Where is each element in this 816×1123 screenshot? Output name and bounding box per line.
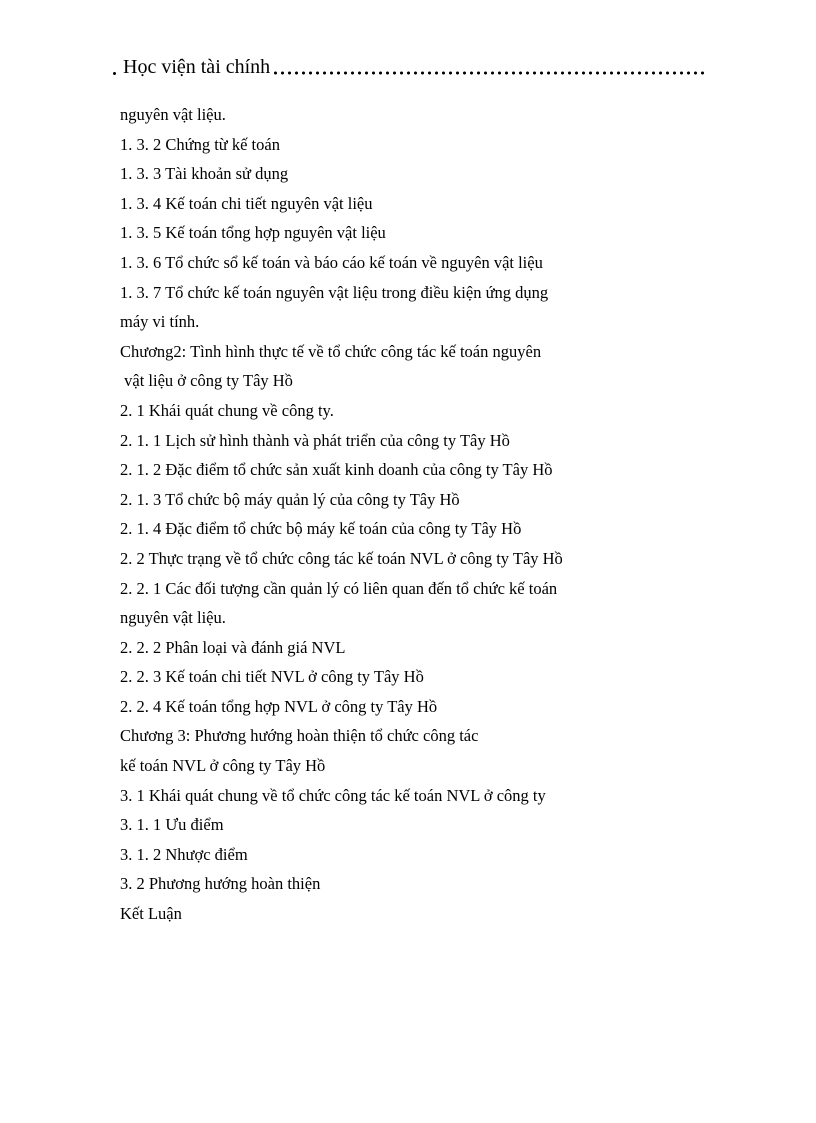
toc-line: 2. 2. 1 Các đối tượng cần quản lý có liên quan đến tổ chức kế toán — [120, 578, 558, 598]
toc-line: Chương 3: Phương hướng hoàn thiện tổ chức công tác — [120, 726, 479, 746]
toc-line: 2. 1. 1 Lịch sử hình thành và phát triển của công ty Tây Hồ — [120, 430, 510, 450]
toc-line: 3. 1 Khái quát chung về tổ chức công tác kế toán NVL ở công ty — [120, 785, 546, 805]
toc-line: 2. 1. 2 Đặc điểm tổ chức sản xuất kinh doanh của công ty Tây Hồ — [120, 460, 553, 480]
toc-line: 2. 2. 3 Kế toán chi tiết NVL ở công ty Tây Hồ — [120, 667, 424, 687]
toc-line: 1. 3. 5 Kế toán tổng hợp nguyên vật liệu — [120, 223, 386, 243]
toc-line: 1. 3. 3 Tài khoản sử dụng — [120, 164, 289, 184]
toc-line: 2. 1. 4 Đặc điểm tổ chức bộ máy kế toán của công ty Tây Hồ — [120, 519, 522, 539]
toc-line: Chương2: Tình hình thực tế về tổ chức công tác kế toán nguyên — [120, 341, 542, 361]
toc-line: 3. 1. 2 Nhược điểm — [120, 844, 248, 864]
toc-line: nguyên vật liệu. — [120, 105, 226, 124]
toc-line: máy vi tính. — [120, 312, 200, 332]
toc-line: 1. 3. 7 Tổ chức kế toán nguyên vật liệu trong điều kiện ứng dụng — [120, 282, 549, 302]
toc-line: 1. 3. 4 Kế toán chi tiết nguyên vật liệu — [120, 193, 373, 213]
page-header — [113, 52, 705, 78]
toc-line: 2. 1. 3 Tổ chức bộ máy quản lý của công ty Tây Hồ — [120, 489, 460, 509]
toc-line: 2. 2 Thực trạng về tổ chức công tác kế toán NVL ở công ty Tây Hồ — [120, 548, 563, 568]
toc-line: 2. 1 Khái quát chung về công ty. — [120, 400, 334, 420]
toc-line: Kết Luận — [120, 904, 182, 924]
header-title: Học viện tài chính — [123, 56, 271, 78]
toc-line: kế toán NVL ở công ty Tây Hồ — [120, 756, 326, 776]
table-of-contents — [120, 100, 720, 929]
toc-line: 2. 2. 4 Kế toán tổng hợp NVL ở công ty Tây Hồ — [120, 696, 438, 716]
toc-line: 1. 3. 2 Chứng từ kế toán — [120, 134, 280, 154]
toc-line: 3. 2 Phương hướng hoàn thiện — [120, 874, 321, 894]
toc-line: 1. 3. 6 Tổ chức sổ kế toán và báo cáo kế toán về nguyên vật liệu — [120, 252, 543, 272]
header-leader-dot — [113, 72, 116, 75]
toc-line: 3. 1. 1 Ưu điểm — [120, 815, 224, 835]
toc-line: nguyên vật liệu. — [120, 608, 226, 628]
toc-line: vật liệu ở công ty Tây Hồ — [120, 371, 293, 391]
toc-line: 2. 2. 2 Phân loại và đánh giá NVL — [120, 637, 346, 657]
header-dotted-leader — [272, 71, 705, 75]
